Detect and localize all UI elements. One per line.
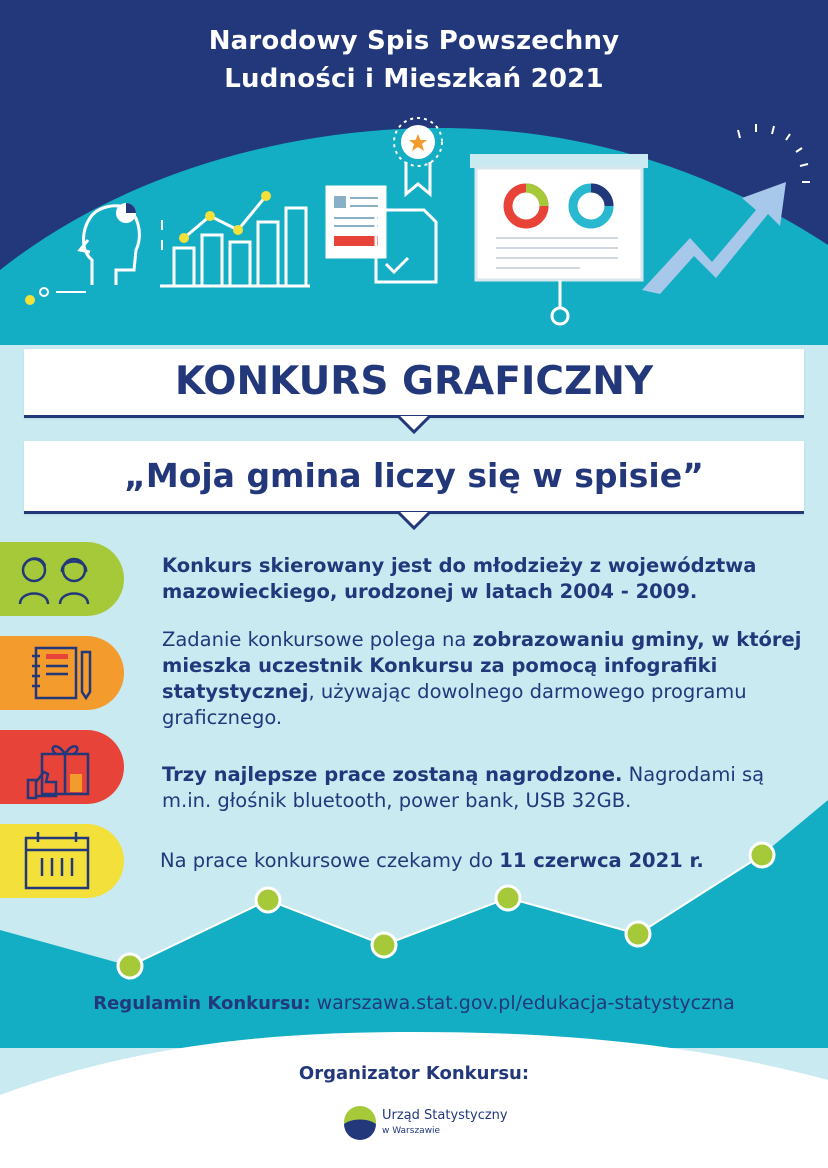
task-text-a: Zadanie konkursowe polega na xyxy=(162,628,473,651)
growth-arrow-icon xyxy=(642,124,810,294)
partner-tagline-line2: uzdrowisko xyxy=(754,1144,800,1153)
gift-icon xyxy=(12,730,102,804)
partner-name-line1: KONSTANCIN- xyxy=(742,1112,812,1122)
prizes-text-bold: Trzy najlepsze prace zostaną nagrodzone. xyxy=(162,763,623,786)
award-icon xyxy=(394,118,442,194)
pill-prizes xyxy=(0,730,124,804)
document-icon xyxy=(326,186,436,282)
contest-subtitle-banner xyxy=(24,441,804,514)
deadline-date: 11 czerwca 2021 r. xyxy=(499,849,704,872)
partner-logo-icon xyxy=(757,1076,797,1112)
info-paragraph-prizes xyxy=(162,762,802,814)
regulamin-line xyxy=(0,992,828,1014)
header-illustration xyxy=(0,110,828,335)
organizer-name-line1: Urząd Statystyczny xyxy=(382,1108,508,1123)
contest-title-banner xyxy=(24,349,804,418)
presentation-board-icon xyxy=(470,154,648,324)
task-text-bold: zobrazowaniu gminy, w której mieszka uczestnik Konkursu za pomocą infografiki statystycznej xyxy=(162,628,802,703)
banner-pointer xyxy=(398,512,430,530)
info-paragraph-eligibility xyxy=(162,553,802,605)
organizer-logo xyxy=(342,1100,522,1150)
organizer-name-line2: w Warszawie xyxy=(382,1126,441,1136)
info-paragraph-task xyxy=(162,627,802,731)
prizes-text: Nagrodami są m.in. głośnik bluetooth, power bank, USB 32GB. xyxy=(162,763,765,812)
header-title-line2: Ludności i Mieszkań 2021 xyxy=(224,64,604,94)
partner-logo xyxy=(730,1076,824,1166)
regulamin-link[interactable]: warszawa.stat.gov.pl/edukacja-statystyczna xyxy=(316,992,735,1014)
info-paragraph-deadline xyxy=(160,848,800,874)
deadline-text: Na prace konkursowe czekamy do xyxy=(160,849,500,872)
eligibility-text: Konkurs skierowany jest do młodzieży z województwa mazowieckiego, urodzonej w latach 2004 - 2009. xyxy=(162,554,757,603)
pill-task xyxy=(0,636,124,710)
partner-tagline-line1: więcej niż xyxy=(757,1134,797,1143)
banner-pointer xyxy=(398,416,430,434)
task-text-c: , używając dowolnego darmowego programu graficznego. xyxy=(162,680,747,729)
organizer-logo-icon xyxy=(342,1104,378,1140)
people-icon xyxy=(12,542,102,616)
organizer-label: Organizator Konkursu: xyxy=(298,1063,530,1084)
contest-subtitle: „Moja gmina liczy się w spisie” xyxy=(124,456,704,495)
pill-youth xyxy=(0,542,124,616)
regulamin-label: Regulamin Konkursu: xyxy=(93,993,311,1014)
partner-name-line2: -JEZIORNA xyxy=(750,1123,804,1133)
header-title-line1: Narodowy Spis Powszechny xyxy=(208,26,620,56)
calendar-icon xyxy=(12,824,102,898)
contest-title: KONKURS GRAFICZNY xyxy=(174,359,654,404)
notebook-icon xyxy=(12,636,102,710)
pill-deadline xyxy=(0,824,124,898)
